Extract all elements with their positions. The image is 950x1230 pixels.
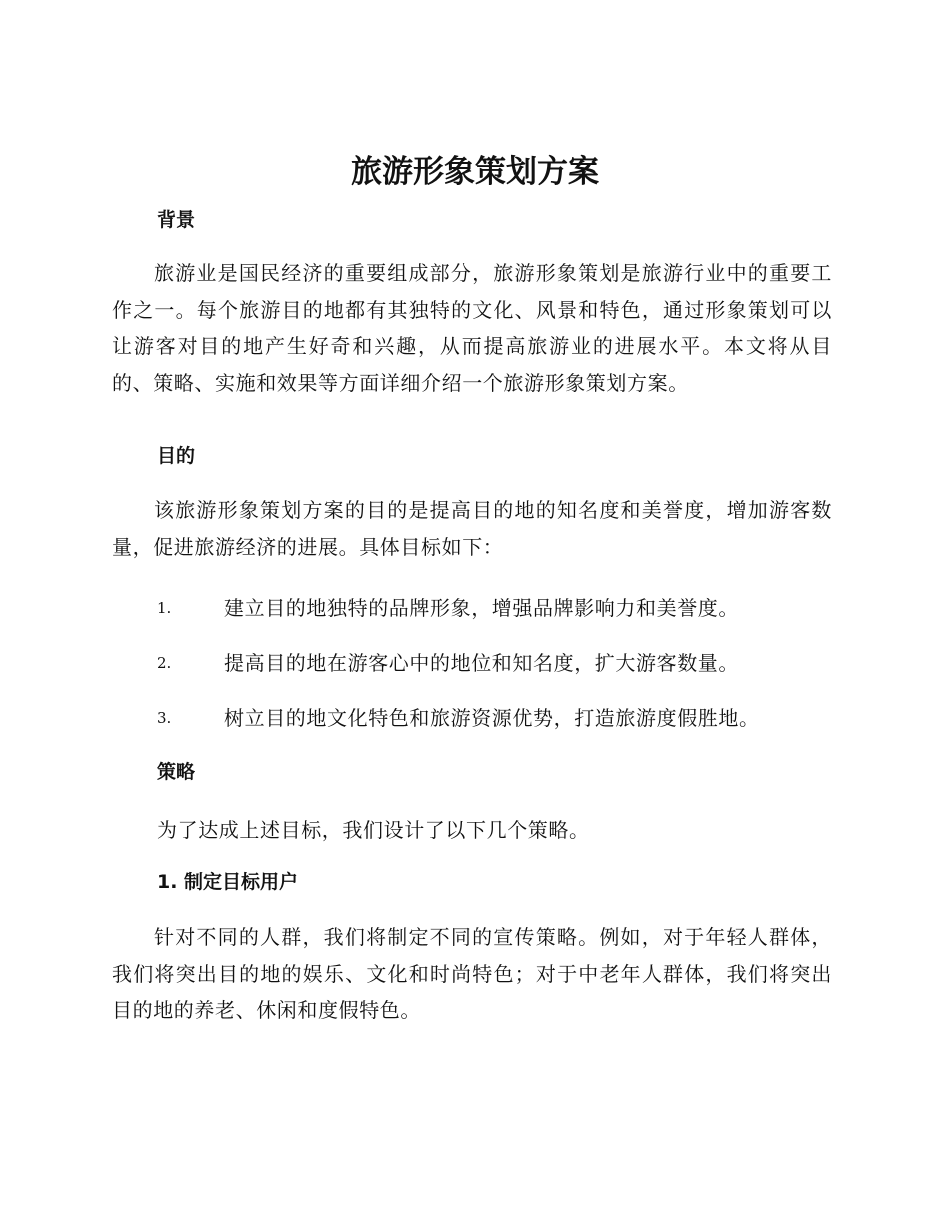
list-item-text: 建立目的地独特的品牌形象，增强品牌影响力和美誉度。 — [224, 596, 739, 620]
section-heading-background: 背景 — [157, 209, 196, 231]
list-item-text: 树立目的地文化特色和旅游资源优势，打造旅游度假胜地。 — [224, 706, 760, 730]
list-item — [157, 702, 837, 734]
strategy-subheading: 1. 制定目标用户 — [157, 871, 299, 893]
list-item — [157, 592, 837, 624]
strategy-paragraph: 针对不同的人群，我们将制定不同的宣传策略。例如，对于年轻人群体，我们将突出目的地的娱乐、文化和时尚特色；对于中老年人群体，我们将突出目的地的养老、休闲和度假特色。 — [112, 925, 832, 1022]
strategy-intro: 为了达成上述目标，我们设计了以下几个策略。 — [157, 818, 590, 842]
list-item — [157, 647, 837, 679]
list-item-number: 1. — [157, 599, 172, 617]
purpose-paragraph: 该旅游形象策划方案的目的是提高目的地的知名度和美誉度，增加游客数量，促进旅游经济的进展。具体目标如下： — [112, 498, 832, 559]
section-heading-purpose: 目的 — [157, 445, 196, 467]
background-paragraph: 旅游业是国民经济的重要组成部分，旅游形象策划是旅游行业中的重要工作之一。每个旅游目的地都有其独特的文化、风景和特色，通过形象策划可以让游客对目的地产生好奇和兴趣，从而提高旅游业的进展水平。本文将从目的、策略、实施和效果等方面详细介绍一个旅游形象策划方案。 — [112, 261, 832, 395]
list-item-number: 3. — [157, 709, 172, 727]
section-heading-strategy: 策略 — [157, 761, 196, 783]
list-item-number: 2. — [157, 654, 172, 672]
list-item-text: 提高目的地在游客心中的地位和知名度，扩大游客数量。 — [224, 651, 739, 675]
document-title: 旅游形象策划方案 — [351, 154, 599, 190]
